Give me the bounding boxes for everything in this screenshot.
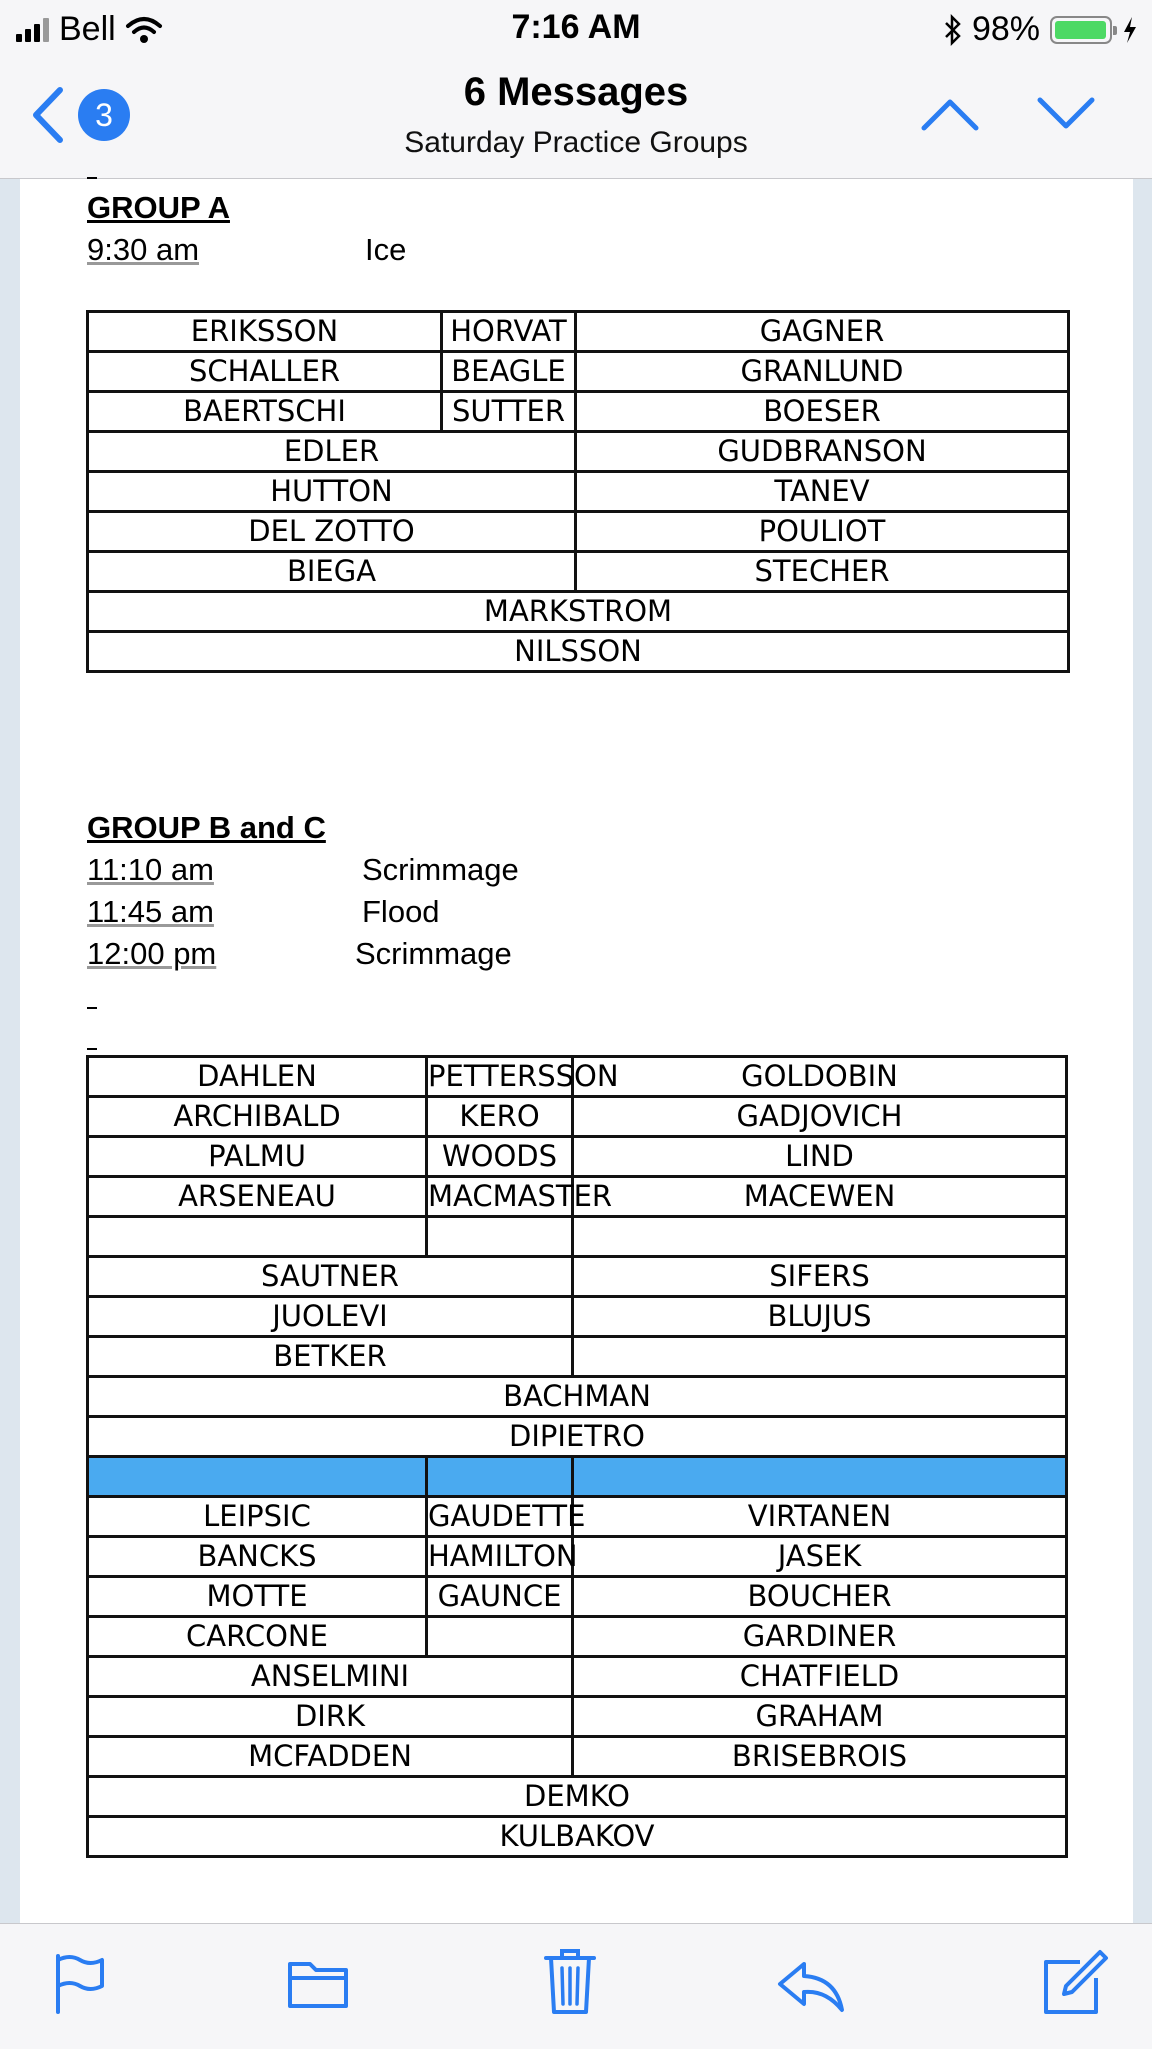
player-name-cell: WOODS xyxy=(427,1137,573,1177)
group-bc-roster-row xyxy=(88,1617,1067,1657)
player-name-cell: POULIOT xyxy=(576,512,1069,552)
group-bc-roster-row xyxy=(88,1577,1067,1617)
player-name-cell: MCFADDEN xyxy=(88,1737,573,1777)
player-name-cell: GARDINER xyxy=(573,1617,1067,1657)
group-bc-activity-1: Scrimmage xyxy=(362,852,519,887)
player-name-cell: GAUNCE xyxy=(427,1577,573,1617)
player-name-cell: BETKER xyxy=(88,1337,573,1377)
player-name-cell: MACEWEN xyxy=(573,1177,1067,1217)
battery-icon xyxy=(1050,16,1112,44)
previous-message-button[interactable] xyxy=(920,96,980,132)
carrier-name: Bell xyxy=(59,10,116,48)
thread-title: 6 Messages xyxy=(463,70,689,114)
player-name-cell: ANSELMINI xyxy=(88,1657,573,1697)
player-name-cell: DIRK xyxy=(88,1697,573,1737)
group-bc-roster-row xyxy=(88,1257,1067,1297)
player-name-cell: JUOLEVI xyxy=(88,1297,573,1337)
group-bc-roster-row xyxy=(88,1537,1067,1577)
group-bc-roster-row xyxy=(88,1057,1067,1097)
group-bc-roster-row xyxy=(88,1777,1067,1817)
player-name-cell: KULBAKOV xyxy=(88,1817,1067,1857)
player-name-cell: GOLDOBIN xyxy=(573,1057,1067,1097)
player-name-cell: KERO xyxy=(427,1097,573,1137)
player-name-cell: SUTTER xyxy=(442,392,576,432)
player-name-cell: JASEK xyxy=(573,1537,1067,1577)
player-name-cell: MOTTE xyxy=(88,1577,427,1617)
group-bc-roster-row xyxy=(88,1377,1067,1417)
player-name-cell: DIPIETRO xyxy=(88,1417,1067,1457)
folder-icon[interactable] xyxy=(286,1956,350,2012)
group-a-roster-row xyxy=(88,592,1069,632)
battery-percent: 98% xyxy=(971,10,1040,48)
player-name-cell: DEL ZOTTO xyxy=(88,512,576,552)
player-name-cell: BLUJUS xyxy=(573,1297,1067,1337)
group-bc-roster-row xyxy=(88,1137,1067,1177)
divider-mark xyxy=(87,1007,97,1009)
player-name-cell: EDLER xyxy=(88,432,576,472)
next-message-button[interactable] xyxy=(1036,96,1096,132)
group-a-roster-row xyxy=(88,432,1069,472)
group-a-roster-row xyxy=(88,312,1069,352)
group-bc-title: GROUP B and C xyxy=(87,810,326,845)
group-bc-time-1[interactable]: 11:10 am xyxy=(87,852,214,887)
player-name-cell: GAGNER xyxy=(576,312,1069,352)
player-name-cell: TANEV xyxy=(576,472,1069,512)
player-name-cell: SCHALLER xyxy=(88,352,442,392)
bluetooth-icon xyxy=(944,15,962,45)
player-name-cell: ERIKSSON xyxy=(88,312,442,352)
group-bc-roster-row xyxy=(88,1177,1067,1217)
group-bc-time-3[interactable]: 12:00 pm xyxy=(87,936,217,971)
player-name-cell: DEMKO xyxy=(88,1777,1067,1817)
player-name-cell: HAMILTON xyxy=(427,1537,573,1577)
group-bc-time-2[interactable]: 11:45 am xyxy=(87,894,214,929)
player-name-cell: DAHLEN xyxy=(88,1057,427,1097)
player-name-cell: LIND xyxy=(573,1137,1067,1177)
group-a-roster-row xyxy=(88,472,1069,512)
flag-icon[interactable] xyxy=(52,1952,108,2016)
group-bc-roster-row xyxy=(88,1217,1067,1257)
unread-count-badge: 3 xyxy=(78,89,130,141)
player-name-cell: GADJOVICH xyxy=(573,1097,1067,1137)
group-a-time[interactable]: 9:30 am xyxy=(87,232,200,267)
status-time: 7:16 AM xyxy=(511,8,641,46)
group-a-title: GROUP A xyxy=(87,190,230,225)
player-name-cell: MARKSTROM xyxy=(88,592,1069,632)
player-name-cell: ARSENEAU xyxy=(88,1177,427,1217)
thread-subject: Saturday Practice Groups xyxy=(404,126,748,159)
player-name-cell: HORVAT xyxy=(442,312,576,352)
divider-mark xyxy=(87,1048,97,1050)
group-bc-roster-row xyxy=(88,1737,1067,1777)
compose-icon[interactable] xyxy=(1040,1948,1110,2018)
group-bc-activity-3: Scrimmage xyxy=(355,936,512,971)
player-name-cell: MACMASTER xyxy=(427,1177,573,1217)
player-name-cell: GAUDETTE xyxy=(427,1497,573,1537)
group-bc-roster-row xyxy=(88,1697,1067,1737)
player-name-cell: STECHER xyxy=(576,552,1069,592)
player-name-cell: HUTTON xyxy=(88,472,576,512)
player-name-cell: BANCKS xyxy=(88,1537,427,1577)
group-bc-roster-row xyxy=(88,1457,1067,1497)
separator-cell xyxy=(573,1457,1067,1497)
player-name-cell: LEIPSIC xyxy=(88,1497,427,1537)
player-name-cell: PETTERSSON xyxy=(427,1057,573,1097)
player-name-cell: PALMU xyxy=(88,1137,427,1177)
player-name-cell: BOUCHER xyxy=(573,1577,1067,1617)
group-bc-activity-2: Flood xyxy=(362,894,440,929)
player-name-cell: BEAGLE xyxy=(442,352,576,392)
player-name-cell: VIRTANEN xyxy=(573,1497,1067,1537)
player-name-cell: NILSSON xyxy=(88,632,1069,672)
group-a-roster-table xyxy=(86,310,1070,673)
player-name-cell xyxy=(573,1217,1067,1257)
message-body[interactable] xyxy=(20,179,1133,1923)
separator-cell xyxy=(88,1457,427,1497)
player-name-cell: CARCONE xyxy=(88,1617,427,1657)
player-name-cell: GRAHAM xyxy=(573,1697,1067,1737)
group-a-roster-row xyxy=(88,632,1069,672)
trash-icon[interactable] xyxy=(542,1946,598,2016)
player-name-cell: CHATFIELD xyxy=(573,1657,1067,1697)
group-a-roster-row xyxy=(88,392,1069,432)
player-name-cell xyxy=(573,1337,1067,1377)
bottom-toolbar xyxy=(0,1923,1152,2049)
player-name-cell xyxy=(427,1217,573,1257)
group-bc-roster-row xyxy=(88,1497,1067,1537)
player-name-cell: GUDBRANSON xyxy=(576,432,1069,472)
player-name-cell: BOESER xyxy=(576,392,1069,432)
charging-icon xyxy=(1122,16,1138,44)
group-bc-roster-table xyxy=(86,1055,1068,1858)
status-right xyxy=(944,10,1138,49)
player-name-cell: BRISEBROIS xyxy=(573,1737,1067,1777)
group-a-roster-row xyxy=(88,552,1069,592)
player-name-cell: SAUTNER xyxy=(88,1257,573,1297)
player-name-cell xyxy=(427,1617,573,1657)
player-name-cell: BIEGA xyxy=(88,552,576,592)
group-a-roster-row xyxy=(88,512,1069,552)
status-bar xyxy=(0,0,1152,56)
player-name-cell: BACHMAN xyxy=(88,1377,1067,1417)
player-name-cell: GRANLUND xyxy=(576,352,1069,392)
divider-mark xyxy=(87,177,97,179)
group-bc-roster-row xyxy=(88,1417,1067,1457)
reply-icon[interactable] xyxy=(776,1958,846,2014)
player-name-cell: ARCHIBALD xyxy=(88,1097,427,1137)
group-bc-roster-row xyxy=(88,1657,1067,1697)
message-nav-bar xyxy=(0,56,1152,179)
group-bc-roster-row xyxy=(88,1097,1067,1137)
player-name-cell: SIFERS xyxy=(573,1257,1067,1297)
group-bc-roster-row xyxy=(88,1817,1067,1857)
group-bc-roster-row xyxy=(88,1297,1067,1337)
group-a-activity: Ice xyxy=(365,232,407,267)
group-a-roster-row xyxy=(88,352,1069,392)
player-name-cell xyxy=(88,1217,427,1257)
separator-cell xyxy=(427,1457,573,1497)
group-bc-roster-row xyxy=(88,1337,1067,1377)
player-name-cell: BAERTSCHI xyxy=(88,392,442,432)
